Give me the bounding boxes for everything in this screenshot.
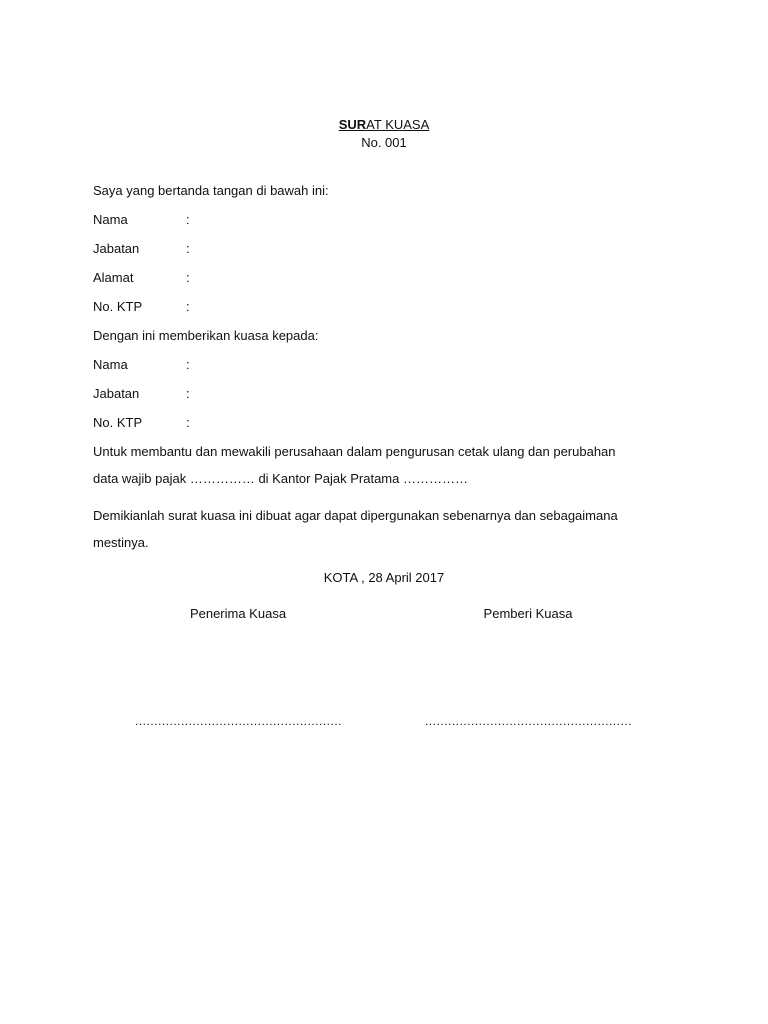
receiver-ktp-label: No. KTP [93,415,143,430]
giver-ktp-colon: : [186,299,190,314]
recipient-label: Penerima Kuasa [189,606,287,621]
giver-position-colon: : [186,241,190,256]
title-rest: AT KUASA [366,117,430,132]
receiver-name-label: Nama [93,357,128,372]
giver-address-label: Alamat [93,270,134,285]
intro-text: Saya yang bertanda tangan di bawah ini: [93,183,329,198]
giver-address-colon: : [186,270,190,285]
purpose-line-2: data wajib pajak …………… di Kantor Pajak Pratama …………… [93,471,468,486]
receiver-position-colon: : [186,386,190,401]
giver-name-label: Nama [93,212,128,227]
purpose-line-1: Untuk membantu dan mewakili perusahaan dalam pengurusan cetak ulang dan perubahan [93,444,616,459]
receiver-name-colon: : [186,357,190,372]
document-number: No. 001 [361,135,407,150]
giver-position-label: Jabatan [93,241,140,256]
giver-signature-line: ……………………………………………… [424,714,632,728]
giver-label: Pemberi Kuasa [483,606,573,621]
place-date: KOTA , 28 April 2017 [323,570,445,585]
giver-ktp-label: No. KTP [93,299,143,314]
recipient-signature-line: ……………………………………………… [134,714,342,728]
closing-line-2: mestinya. [93,535,149,550]
grant-text: Dengan ini memberikan kuasa kepada: [93,328,319,343]
closing-line-1: Demikianlah surat kuasa ini dibuat agar dapat dipergunakan sebenarnya dan sebagaimana [93,508,618,523]
document-title [0,117,768,133]
title-underlined-part: SUR [338,117,367,132]
receiver-ktp-colon: : [186,415,190,430]
giver-name-colon: : [186,212,190,227]
receiver-position-label: Jabatan [93,386,140,401]
